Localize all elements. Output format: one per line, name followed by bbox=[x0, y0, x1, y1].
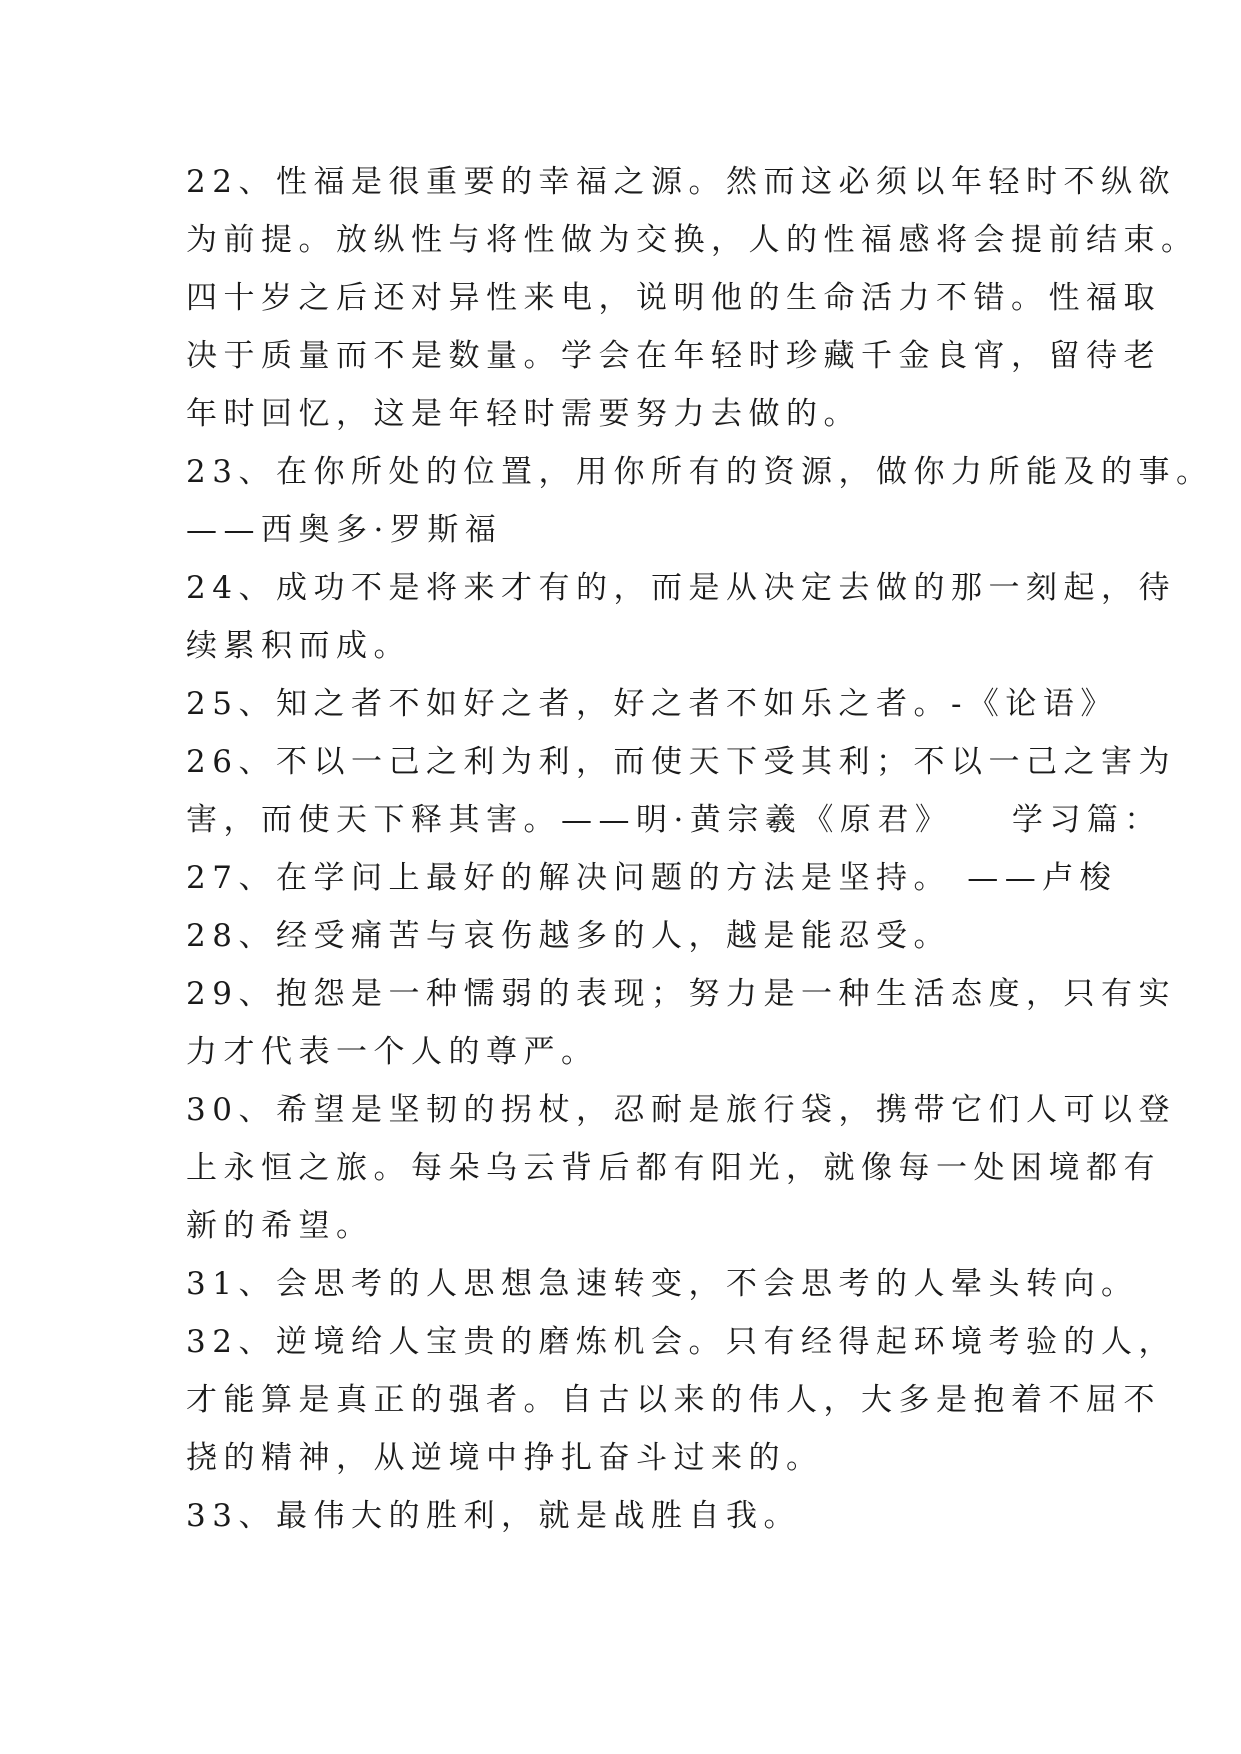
text-line: 31、会思考的人思想急速转变，不会思考的人晕头转向。 bbox=[186, 1266, 1139, 1302]
text-line: 力才代表一个人的尊严。 bbox=[186, 1034, 599, 1070]
document-body bbox=[186, 153, 1214, 1545]
text-line: 上永恒之旅。每朵乌云背后都有阳光，就像每一处困境都有 bbox=[186, 1150, 1161, 1186]
text-line: 为前提。放纵性与将性做为交换，人的性福感将会提前结束。 bbox=[186, 222, 1199, 258]
text-line: 33、最伟大的胜利，就是战胜自我。 bbox=[186, 1498, 801, 1534]
text-line: 25、知之者不如好之者，好之者不如乐之者。-《论语》 bbox=[186, 686, 1118, 722]
text-line: 32、逆境给人宝贵的磨炼机会。只有经得起环境考验的人， bbox=[186, 1324, 1176, 1360]
text-line: 才能算是真正的强者。自古以来的伟人，大多是抱着不屈不 bbox=[186, 1382, 1161, 1418]
text-line: 续累积而成。 bbox=[186, 628, 411, 664]
text-line: 30、希望是坚韧的拐杖，忍耐是旅行袋，携带它们人可以登 bbox=[186, 1092, 1176, 1128]
text-line: ——西奥多·罗斯福 bbox=[186, 512, 503, 548]
text-line: 28、经受痛苦与哀伤越多的人，越是能忍受。 bbox=[186, 918, 951, 954]
text-line: 新的希望。 bbox=[186, 1208, 374, 1244]
text-line: 年时回忆，这是年轻时需要努力去做的。 bbox=[186, 396, 861, 432]
text-line: 挠的精神，从逆境中挣扎奋斗过来的。 bbox=[186, 1440, 824, 1476]
text-line: 27、在学问上最好的解决问题的方法是坚持。 ——卢梭 bbox=[186, 860, 1118, 896]
text-line: 23、在你所处的位置，用你所有的资源，做你力所能及的事。 bbox=[186, 454, 1214, 490]
text-line: 29、抱怨是一种懦弱的表现；努力是一种生活态度，只有实 bbox=[186, 976, 1176, 1012]
text-line: 22、性福是很重要的幸福之源。然而这必须以年轻时不纵欲 bbox=[186, 164, 1176, 200]
text-line: 决于质量而不是数量。学会在年轻时珍藏千金良宵，留待老 bbox=[186, 338, 1161, 374]
text-line: 害，而使天下释其害。——明·黄宗羲《原君》 学习篇： bbox=[186, 802, 1162, 838]
text-line: 26、不以一己之利为利，而使天下受其利；不以一己之害为 bbox=[186, 744, 1176, 780]
text-line: 24、成功不是将来才有的，而是从决定去做的那一刻起，待 bbox=[186, 570, 1176, 606]
text-line: 四十岁之后还对异性来电，说明他的生命活力不错。性福取 bbox=[186, 280, 1161, 316]
